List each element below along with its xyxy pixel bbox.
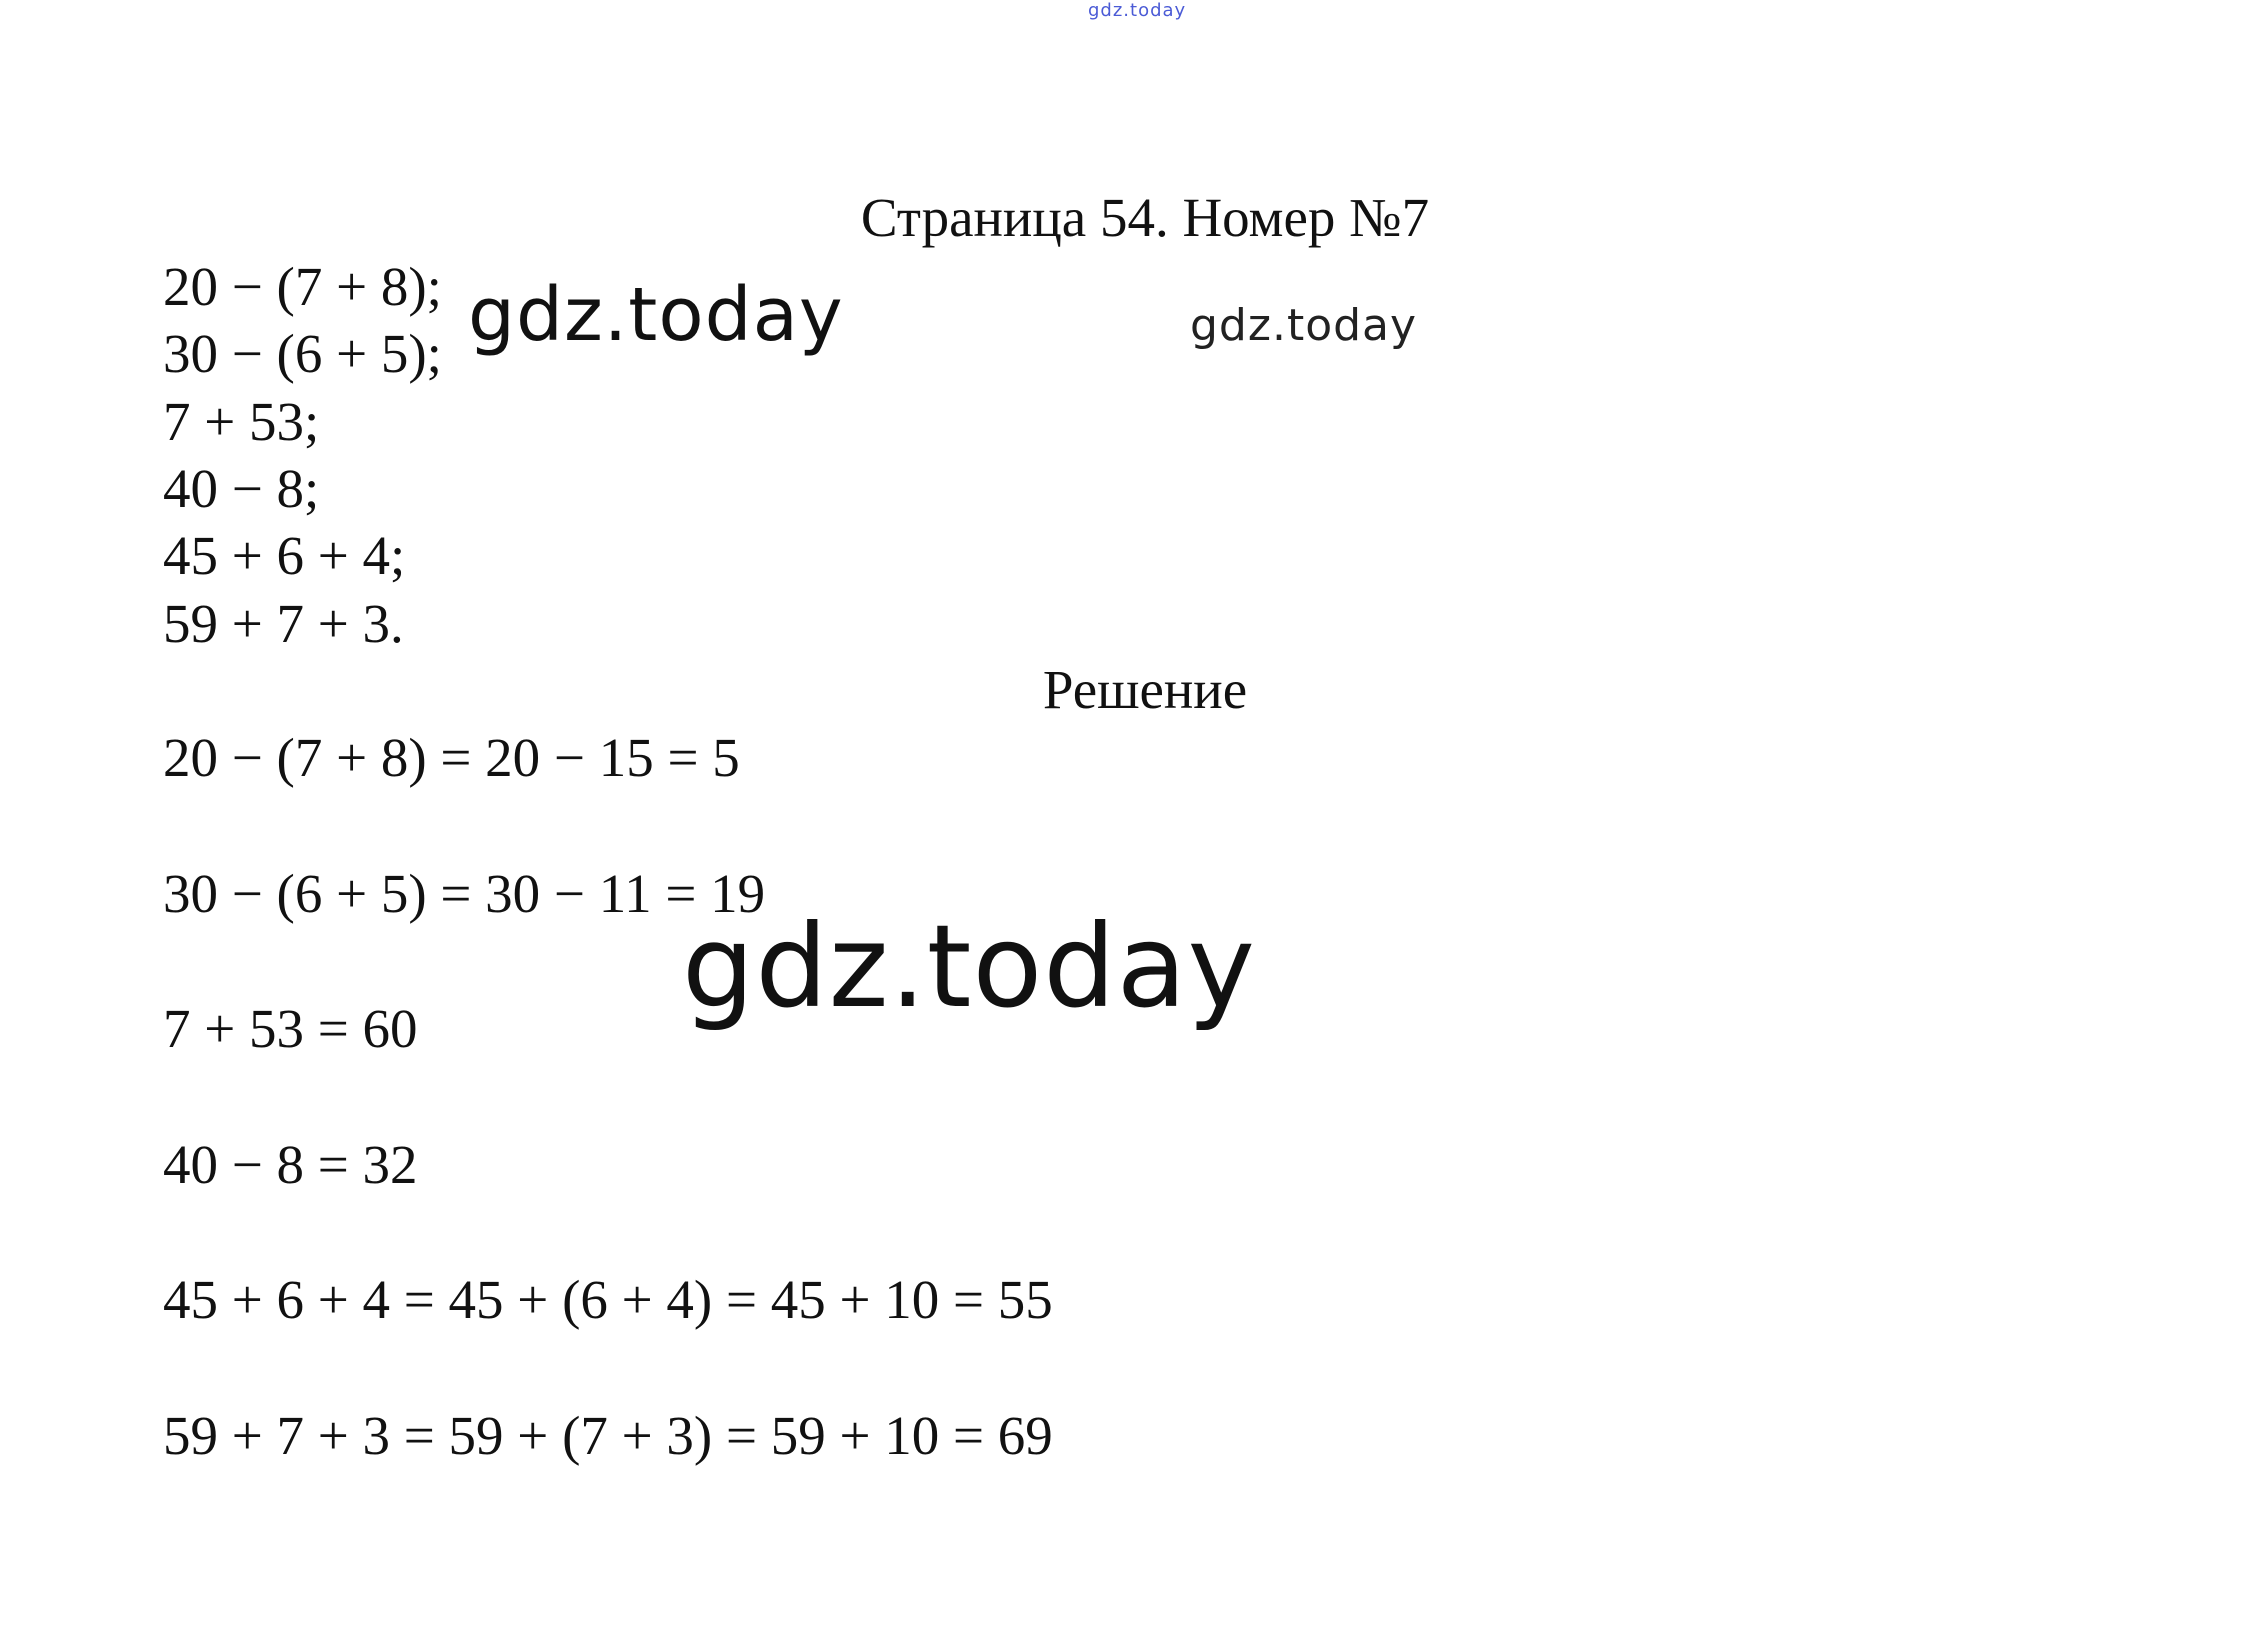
page-title: Страница 54. Номер №7 bbox=[860, 187, 1430, 248]
watermark-medium: gdz.today bbox=[468, 272, 844, 358]
task-line-2: 30 − (6 + 5); bbox=[163, 323, 442, 384]
solution-line-4: 40 − 8 = 32 bbox=[163, 1134, 418, 1195]
solution-line-6: 59 + 7 + 3 = 59 + (7 + 3) = 59 + 10 = 69 bbox=[163, 1405, 1053, 1466]
task-line-3: 7 + 53; bbox=[163, 391, 320, 452]
watermark-top: gdz.today bbox=[1088, 0, 1187, 21]
watermark-small: gdz.today bbox=[1190, 300, 1418, 351]
solution-line-3: 7 + 53 = 60 bbox=[163, 998, 418, 1059]
solution-line-1: 20 − (7 + 8) = 20 − 15 = 5 bbox=[163, 727, 740, 788]
task-line-4: 40 − 8; bbox=[163, 458, 320, 519]
watermark-large: gdz.today bbox=[682, 900, 1256, 1033]
solution-line-2: 30 − (6 + 5) = 30 − 11 = 19 bbox=[163, 863, 766, 924]
task-line-1: 20 − (7 + 8); bbox=[163, 256, 442, 317]
task-line-6: 59 + 7 + 3. bbox=[163, 593, 404, 654]
solution-heading: Решение bbox=[1042, 659, 1248, 720]
solution-line-5: 45 + 6 + 4 = 45 + (6 + 4) = 45 + 10 = 55 bbox=[163, 1269, 1053, 1330]
task-line-5: 45 + 6 + 4; bbox=[163, 525, 406, 586]
